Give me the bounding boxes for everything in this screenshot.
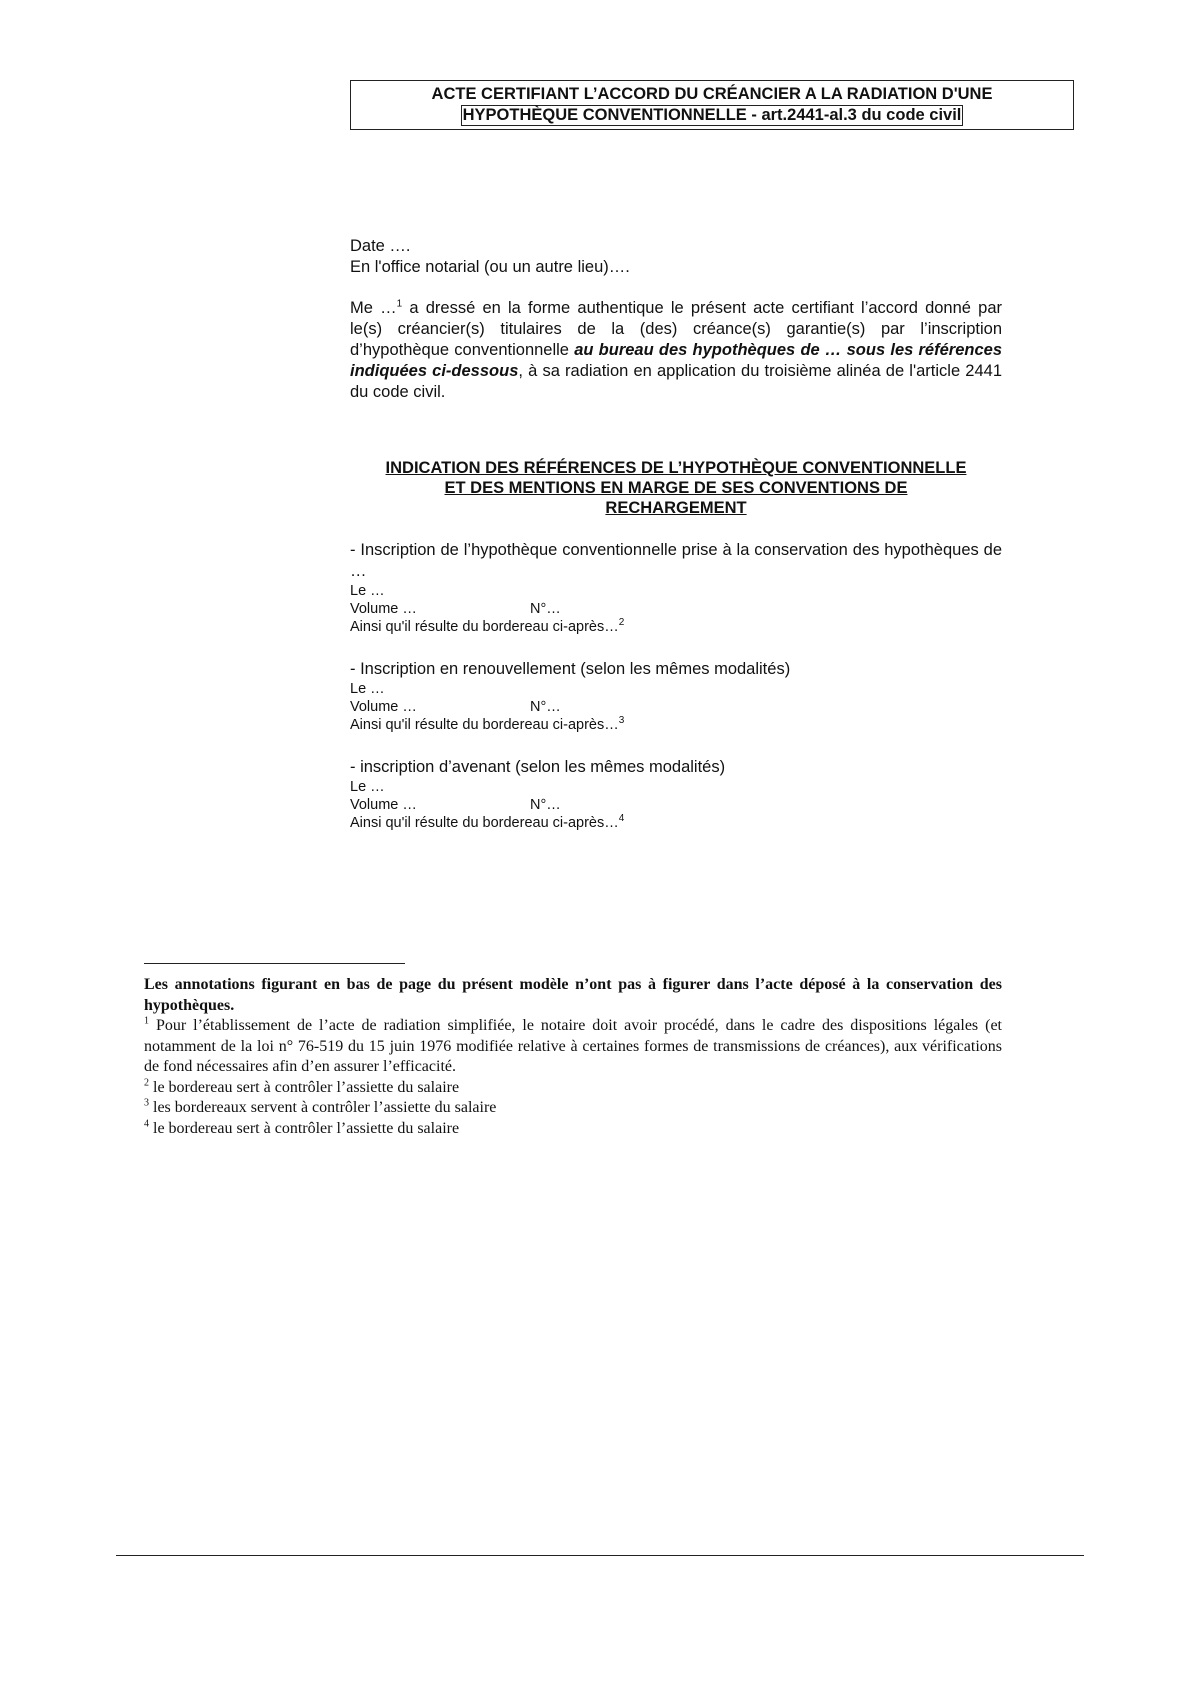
section-title-line-3: RECHARGEMENT xyxy=(605,499,747,517)
entry-ainsi-row xyxy=(350,716,1002,734)
entry-numero: N°… xyxy=(530,797,561,813)
place-line: En l'office notarial (ou un autre lieu)…. xyxy=(350,258,630,276)
document-title-box xyxy=(350,80,1074,130)
inscription-entry xyxy=(350,659,1002,734)
entry-le: Le … xyxy=(350,681,385,697)
entry-le: Le … xyxy=(350,583,385,599)
footnotes-block xyxy=(144,975,1002,1139)
footnote-item xyxy=(144,1016,1002,1078)
intro-start: Me … xyxy=(350,299,397,317)
entry-volume: Volume … xyxy=(350,601,417,617)
entry-numero: N°… xyxy=(530,601,561,617)
footnote-text: le bordereau sert à contrôler l’assiette du salaire xyxy=(149,1119,460,1137)
footnote-ref-1: 1 xyxy=(396,298,403,310)
entry-numero: N°… xyxy=(530,699,561,715)
footnote-ref-3: 3 xyxy=(618,715,625,727)
intro-middle: a dressé en la forme authentique le présent acte certifiant l’accord donné par le(s) créancier(s) titulaires de la (des) créance(s) garantie(s) par l’inscription d’hypothèque conventionnelle xyxy=(350,299,1002,359)
footnote-ref-4: 4 xyxy=(618,813,625,825)
entry-heading: - Inscription en renouvellement (selon les mêmes modalités) xyxy=(350,660,791,678)
footnote-item xyxy=(144,1119,1002,1140)
footnote-separator xyxy=(144,963,405,964)
title-line-2: HYPOTHÈQUE CONVENTIONNELLE - art.2441-al.3 du code civil xyxy=(462,106,962,124)
entry-volume-row xyxy=(350,600,1002,618)
entry-volume: Volume … xyxy=(350,699,417,715)
intro-end: , à sa radiation en application du troisième alinéa de l'article 2441 du code civil. xyxy=(350,362,1002,401)
footnote-text: le bordereau sert à contrôler l’assiette du salaire xyxy=(149,1078,460,1096)
page-bottom-rule xyxy=(116,1555,1084,1556)
inscription-entry xyxy=(350,540,1002,636)
footnote-text: Pour l’établissement de l’acte de radiation simplifiée, le notaire doit avoir procédé, dans le cadre des dispositions légales (et notamment de la loi n° 76-519 du 15 juin 1976 modifiée relative à certaines formes de transmissions de créances), aux vérifications de fond nécessaires afin d’en assurer l’efficacité. xyxy=(144,1017,1002,1075)
footnote-note: Les annotations figurant en bas de page du présent modèle n’ont pas à figurer dans l’acte déposé à la conservation des hypothèques. xyxy=(144,976,1002,1014)
entry-volume: Volume … xyxy=(350,797,417,813)
inscription-entry xyxy=(350,757,1002,832)
footnote-text: les bordereaux servent à contrôler l’assiette du salaire xyxy=(149,1099,497,1116)
footnote-ref-2: 2 xyxy=(618,617,625,629)
title-line-1: ACTE CERTIFIANT L’ACCORD DU CRÉANCIER A LA RADIATION D'UNE xyxy=(431,85,993,103)
entry-ainsi: Ainsi qu'il résulte du bordereau ci-après… xyxy=(350,619,619,635)
entry-heading: - Inscription de l’hypothèque conventionnelle prise à la conservation des hypothèques de … xyxy=(350,541,1002,580)
section-title xyxy=(350,458,1002,518)
footnote-number: 4 xyxy=(144,1118,149,1130)
footnote-number: 2 xyxy=(144,1077,149,1089)
date-line: Date …. xyxy=(350,237,411,255)
footnote-item xyxy=(144,1098,1002,1119)
footnote-number: 1 xyxy=(144,1015,149,1027)
footnote-number: 3 xyxy=(144,1097,149,1109)
intro-bold-italic: au bureau des hypothèques de … sous les références indiquées ci-dessous xyxy=(350,341,1002,380)
footnote-item xyxy=(144,1078,1002,1099)
entry-ainsi: Ainsi qu'il résulte du bordereau ci-après… xyxy=(350,717,619,733)
entry-ainsi: Ainsi qu'il résulte du bordereau ci-après… xyxy=(350,815,619,831)
entry-le: Le … xyxy=(350,779,385,795)
entry-volume-row xyxy=(350,698,1002,716)
section-title-line-1: INDICATION DES RÉFÉRENCES DE L’HYPOTHÈQUE CONVENTIONNELLE xyxy=(385,459,967,477)
intro-paragraph xyxy=(350,298,1002,403)
entry-ainsi-row xyxy=(350,814,1002,832)
entry-ainsi-row xyxy=(350,618,1002,636)
section-title-line-2: ET DES MENTIONS EN MARGE DE SES CONVENTIONS DE xyxy=(444,479,908,497)
date-place-block xyxy=(350,236,1002,278)
entry-volume-row xyxy=(350,796,1002,814)
entry-heading: - inscription d’avenant (selon les mêmes modalités) xyxy=(350,758,726,776)
